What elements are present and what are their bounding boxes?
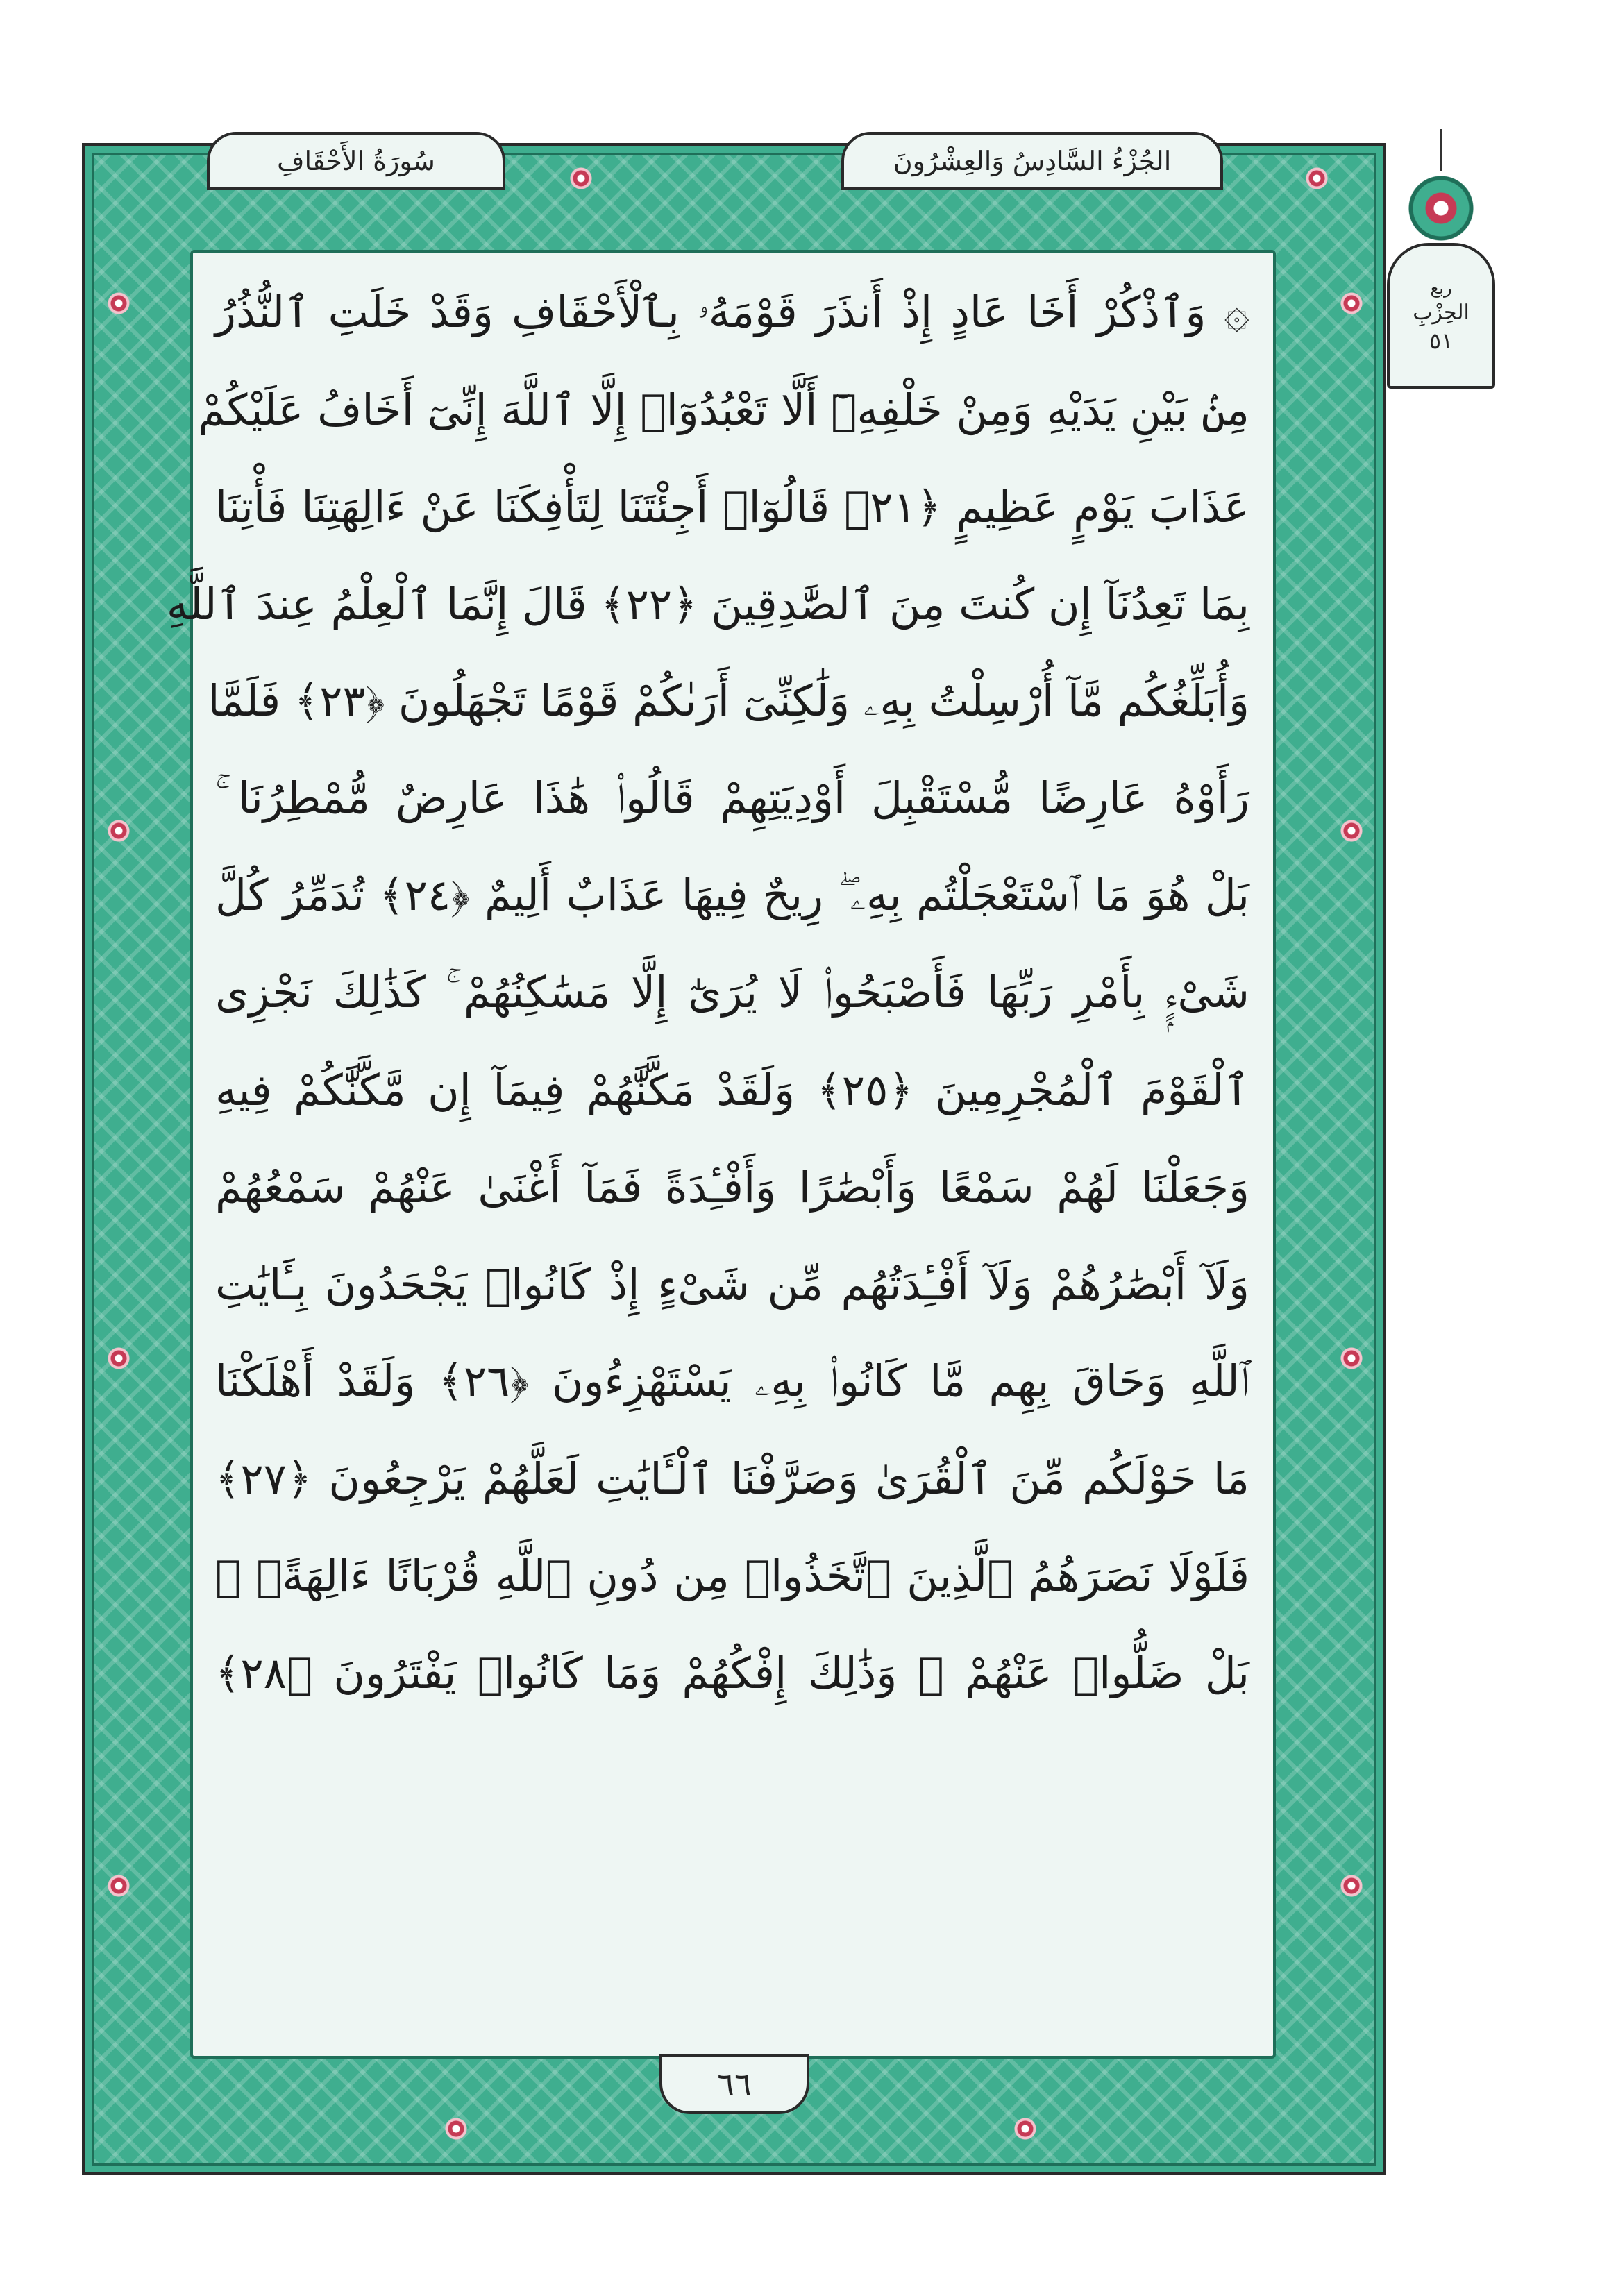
hizb-number: ٥١ [1429,327,1454,354]
rosette-icon [444,2117,468,2141]
text-line [215,847,1249,944]
text-line [215,1430,1249,1527]
juz-name-tab [841,132,1223,190]
line-text: بِمَا تَعِدُنَآ إِن كُنتَ مِنَ ٱلصَّٰدِقِينَ ﴿٢٢﴾ قَالَ إِنَّمَا ٱلْعِلْمُ عِندَ ٱللَّهِ [166,578,1249,630]
line-text: ٱلْقَوْمَ ٱلْمُجْرِمِينَ ﴿٢٥﴾ وَلَقَدْ مَكَّنَّٰهُمْ فِيمَآ إِن مَّكَّنَّٰكُمْ فِيهِ [215,1064,1249,1115]
text-line [208,652,1249,750]
line-text: بَلْ ضَلُّوا۟ عَنْهُمْ ۚ وَذَٰلِكَ إِفْكُهُمْ وَمَا كَانُوا۟ يَفْتَرُونَ ﴿٢٨﴾ [215,1647,1249,1698]
rosette-icon [1305,167,1329,190]
text-line [215,1624,1249,1721]
line-text: ٱللَّهِ وَحَاقَ بِهِم مَّا كَانُوا۟ بِهِۦ يَسْتَهْزِءُونَ ﴿٢٦﴾ وَلَقَدْ أَهْلَكْنَا [215,1356,1249,1406]
line-text: ۞ وَٱذْكُرْ أَخَا عَادٍ إِذْ أَنذَرَ قَوْمَهُۥ بِٱلْأَحْقَافِ وَقَدْ خَلَتِ ٱلنُّذُرُ [215,287,1249,337]
rosette-icon [1013,2117,1037,2141]
text-line [166,555,1249,652]
hizb-quarter-label: ربع [1430,278,1452,298]
rosette-icon [1340,819,1363,843]
line-text: مَا حَوْلَكُم مِّنَ ٱلْقُرَىٰ وَصَرَّفْنَا ٱلْـَٔايَٰتِ لَعَلَّهُمْ يَرْجِعُونَ ﴿٢٧﴾ [215,1453,1249,1504]
text-line [215,1235,1249,1333]
line-text: شَىْءٍۭ بِأَمْرِ رَبِّهَا فَأَصْبَحُوا۟ لَا يُرَىٰٓ إِلَّا مَسَٰكِنُهُمْ ۚ كَذَٰلِكَ نَجْزِى [215,967,1249,1018]
surah-name-tab [207,132,505,190]
rosette-icon [1340,1874,1363,1898]
rosette-icon [107,292,130,315]
line-text: وَجَعَلْنَا لَهُمْ سَمْعًا وَأَبْصَٰرًا وَأَفْـِٔدَةً فَمَآ أَغْنَىٰ عَنْهُمْ سَمْعُهُمْ [215,1161,1249,1213]
hizb-marker-stem [1440,129,1442,171]
rosette-icon [107,1874,130,1898]
rosette-icon [107,819,130,843]
line-text: عَذَابَ يَوْمٍ عَظِيمٍ ﴿٢١﴾ قَالُوٓا۟ أَجِئْتَنَا لِتَأْفِكَنَا عَنْ ءَالِهَتِنَا فَأْتِنَا [215,481,1249,532]
rosette-icon [569,167,593,190]
surah-name: سُورَةُ الأَحْقَافِ [277,146,435,176]
page-number: ٦٦ [717,2066,752,2103]
line-text: مِنۢ بَيْنِ يَدَيْهِ وَمِنْ خَلْفِهِۦٓ أَلَّا تَعْبُدُوٓا۟ إِلَّا ٱللَّهَ إِنِّىٓ أَخَافُ عَلَيْكُمْ [198,384,1249,435]
hizb-marker [1387,243,1495,389]
quran-text [166,264,1250,1721]
line-text: رَأَوْهُ عَارِضًا مُّسْتَقْبِلَ أَوْدِيَتِهِمْ قَالُوا۟ هَٰذَا عَارِضٌ مُّمْطِرُنَا ۚ [215,773,1249,823]
line-text: فَلَوْلَا نَصَرَهُمُ ٱلَّذِينَ ٱتَّخَذُوا۟ مِن دُونِ ٱللَّهِ قُرْبَانًا ءَالِهَةًۢ ۖ [215,1550,1249,1601]
line-text: وَأُبَلِّغُكُم مَّآ أُرْسِلْتُ بِهِۦ وَلَٰكِنِّىٓ أَرَىٰكُمْ قَوْمًا تَجْهَلُونَ ﴿٢٣﴾ فَلَمَّا [208,675,1249,726]
text-line [215,1527,1249,1624]
page-number-tab [659,2054,809,2114]
text-line [215,750,1249,847]
hizb-label: الحِزْبِ [1413,300,1470,325]
line-text: بَلْ هُوَ مَا ٱسْتَعْجَلْتُم بِهِۦ ۖ رِيحٌ فِيهَا عَذَابٌ أَلِيمٌ ﴿٢٤﴾ تُدَمِّرُ كُلَّ [215,870,1250,920]
text-line [215,264,1249,361]
text-line [215,1333,1249,1430]
text-line [198,361,1249,458]
text-line [215,944,1249,1041]
text-line [215,458,1249,555]
rosette-icon [107,1347,130,1370]
text-line [215,1041,1249,1138]
rosette-icon [1340,1347,1363,1370]
line-text: وَلَآ أَبْصَٰرُهُمْ وَلَآ أَفْـِٔدَتُهُم مِّن شَىْءٍ إِذْ كَانُوا۟ يَجْحَدُونَ بِـَٔايَٰتِ [215,1258,1249,1310]
text-line [215,1138,1249,1235]
hizb-ornament-icon [1399,167,1483,250]
rosette-icon [1340,292,1363,315]
juz-name: الجُزْءُ السَّادِسُ وَالعِشْرُونَ [893,146,1172,176]
